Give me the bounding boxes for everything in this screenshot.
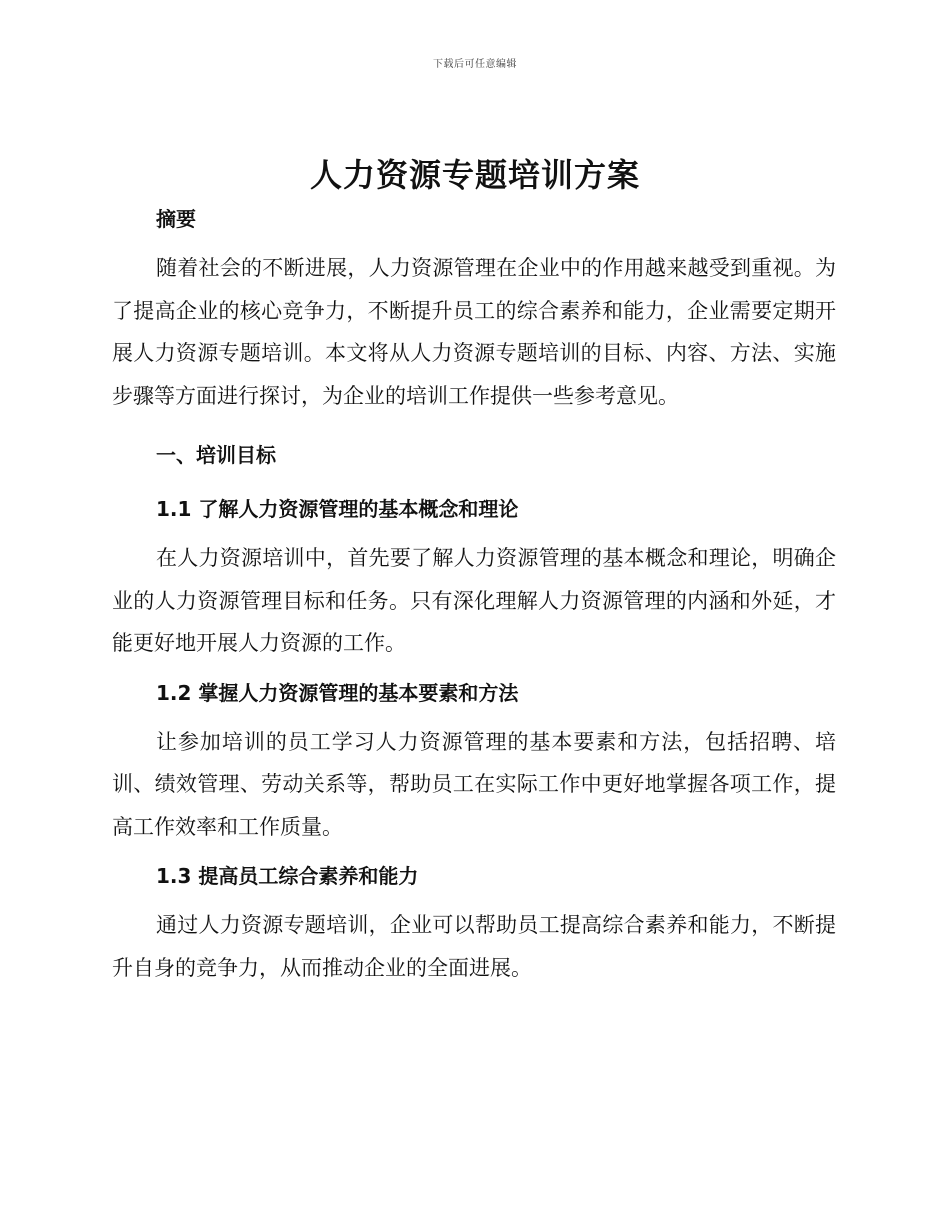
subsection-1-2-paragraph: 让参加培训的员工学习人力资源管理的基本要素和方法，包括招聘、培训、绩效管理、劳动关系等，帮助员工在实际工作中更好地掌握各项工作，提高工作效率和工作质量。 xyxy=(112,729,836,839)
abstract-paragraph: 随着社会的不断进展，人力资源管理在企业中的作用越来越受到重视。为了提高企业的核心竞争力，不断提升员工的综合素养和能力，企业需要定期开展人力资源专题培训。本文将从人力资源专题培训的目标、内容、方法、实施步骤等方面进行探讨，为企业的培训工作提供一些参考意见。 xyxy=(112,256,836,408)
subsection-1-1-heading: 1.1 了解人力资源管理的基本概念和理论 xyxy=(156,497,519,521)
section-1-heading: 一、培训目标 xyxy=(156,443,276,467)
subsection-1-1-paragraph: 在人力资源培训中，首先要了解人力资源管理的基本概念和理论，明确企业的人力资源管理目标和任务。只有深化理解人力资源管理的内涵和外延，才能更好地开展人力资源的工作。 xyxy=(112,546,836,655)
document-body xyxy=(112,203,836,989)
subsection-1-3-paragraph: 通过人力资源专题培训，企业可以帮助员工提高综合素养和能力，不断提升自身的竞争力，从而推动企业的全面进展。 xyxy=(112,913,836,980)
document-title: 人力资源专题培训方案 xyxy=(309,156,640,194)
header-note: 下载后可任意编辑 xyxy=(433,59,517,70)
subsection-1-2-heading: 1.2 掌握人力资源管理的基本要素和方法 xyxy=(156,680,519,705)
abstract-heading: 摘要 xyxy=(156,207,196,231)
subsection-1-3-heading: 1.3 提高员工综合素养和能力 xyxy=(156,864,419,888)
